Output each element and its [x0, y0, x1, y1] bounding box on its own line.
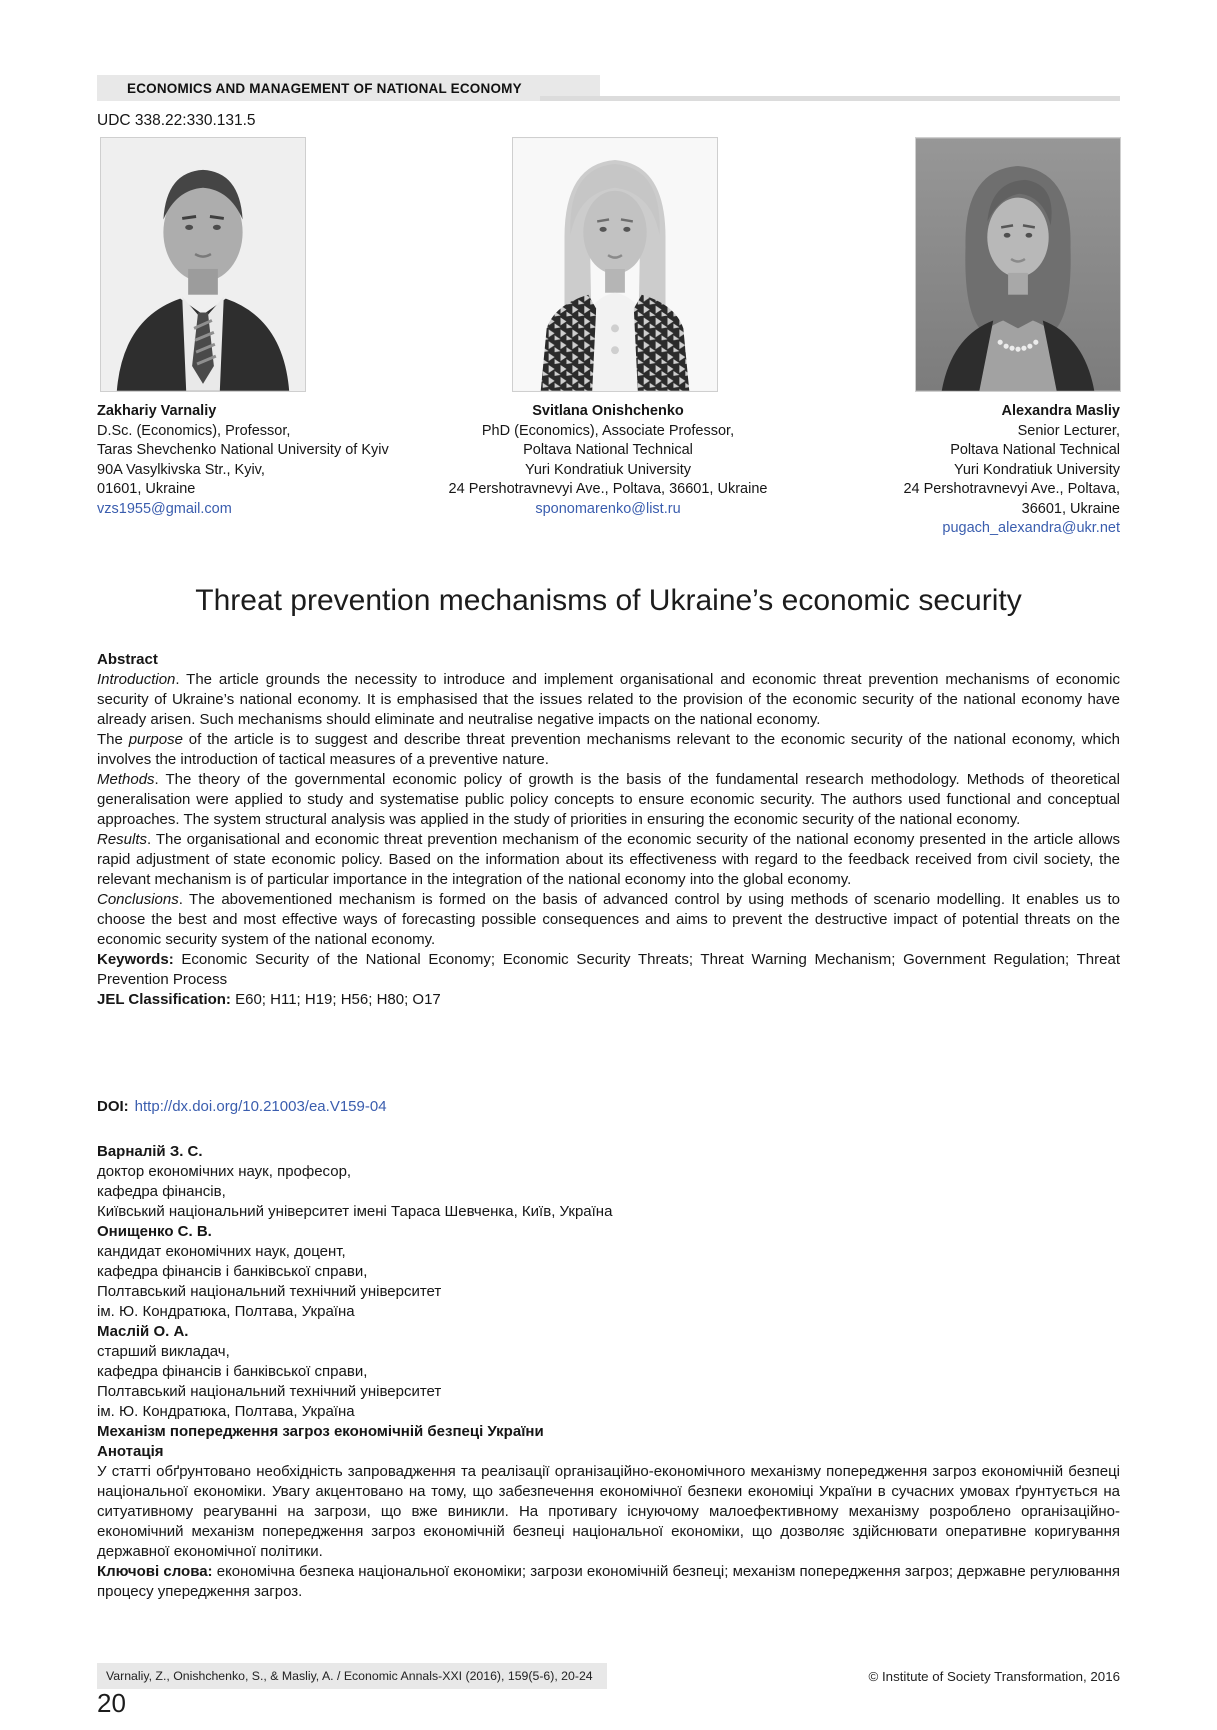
- jel-line: [97, 990, 1120, 1010]
- author-name: Zakhariy Varnaliy: [97, 403, 217, 419]
- paragraph-lead: Methods: [97, 771, 155, 788]
- author-photo-varnaliy: [100, 137, 306, 392]
- jel-text: E60; H11; H19; H56; H80; O17: [230, 991, 441, 1008]
- ua-line: старший викладач,: [97, 1343, 230, 1360]
- page-number: 20: [97, 1688, 126, 1718]
- abstract-heading: Abstract: [97, 651, 158, 668]
- paragraph-lead: purpose: [128, 731, 183, 748]
- paragraph-text: . The article grounds the necessity to introduce and implement organisational and economic threat prevention mechanisms of economic security of Ukraine’s national economy. It is emphasised that the issues related to the provision of the economic security of the national economy have already arisen. Such mechanisms should eliminate and neutralise negative impacts on the national economy.: [97, 671, 1120, 728]
- author-info-line: 36601, Ukraine: [1021, 500, 1120, 517]
- ua-line: кафедра фінансів і банківської справи,: [97, 1363, 368, 1380]
- portrait-woman-bob-icon: [916, 138, 1120, 391]
- author-name: Svitlana Onishchenko: [532, 403, 684, 419]
- ua-keywords-line: [97, 1562, 1120, 1602]
- jel-label: JEL Classification:: [97, 991, 231, 1008]
- abstract-paragraph-conclusions: [97, 890, 1120, 950]
- header-rule: [540, 96, 1120, 101]
- author-email-link[interactable]: sponomarenko@list.ru: [535, 500, 681, 517]
- author-info-line: D.Sc. (Economics), Professor,: [97, 422, 291, 439]
- paragraph-text: . The abovementioned mechanism is formed on the basis of advanced control by using methods of scenario modelling. It enables us to choose the best and most effective ways of forecasting possible consequences and aims to prevent the destructive impact of potential threats on the economic security system of the national economy.: [97, 891, 1120, 948]
- author-info-line: Senior Lecturer,: [1017, 422, 1120, 439]
- doi-line: [97, 1098, 387, 1115]
- portrait-woman-blonde-icon: [513, 138, 717, 391]
- paragraph-lead: Results: [97, 831, 148, 848]
- author-info-line: Yuri Kondratiuk University: [953, 461, 1120, 478]
- author-email-link[interactable]: vzs1955@gmail.com: [97, 500, 232, 517]
- ua-line: ім. Ю. Кондратюка, Полтава, Україна: [97, 1303, 355, 1320]
- ua-line: Полтавський національний технічний університет: [97, 1383, 442, 1400]
- author-info-line: 01601, Ukraine: [97, 481, 196, 497]
- author-info-line: Poltava National Technical: [950, 442, 1120, 458]
- paragraph-text: . The theory of the governmental economic policy of growth is the basis of the fundamental research methodology. Methods of theoretical generalisation were applied to study and systematise public policy concepts to ensure economic security. The authors used functional and conceptual approaches. The system structural analysis was applied in the study of priorities in ensuring the economic security of the national economy.: [97, 771, 1120, 828]
- keywords-text: Economic Security of the National Economy; Economic Security Threats; Threat Warning Mechanism; Government Regulation; Threat Prevention Process: [97, 951, 1120, 988]
- section-header-bar: [97, 75, 600, 101]
- author-info-line: 24 Pershotravnevyi Ave., Poltava, 36601, Ukraine: [448, 481, 768, 497]
- ua-author-name: Онищенко С. В.: [97, 1223, 212, 1240]
- paragraph-text: . The organisational and economic threat prevention mechanism of the economic security of the national economy presented in the article allows rapid adjustment of state economic policy. Based on the information about its effectiveness with regard to the feedback received from civil society, the relevant mechanism is of particular importance in the integration of the national economy into the global economy.: [97, 831, 1120, 888]
- paragraph-pre: The: [97, 731, 129, 748]
- udc-code: UDC 338.22:330.131.5: [97, 112, 256, 129]
- ukrainian-section: [97, 1142, 1120, 1602]
- doi-link[interactable]: http://dx.doi.org/10.21003/ea.V159-04: [134, 1098, 387, 1115]
- ua-line: кафедра фінансів і банківської справи,: [97, 1263, 368, 1280]
- doi-label: DOI:: [97, 1098, 129, 1115]
- ua-line: кандидат економічних наук, доцент,: [97, 1243, 346, 1260]
- author-info-line: Yuri Kondratiuk University: [524, 461, 691, 478]
- abstract-paragraph-introduction: [97, 670, 1120, 730]
- ua-abstract-paragraph: У статті обґрунтовано необхідність запровадження та реалізації організаційно-економічного механізму попередження загроз економічній безпеці національної економіки. Увагу акцентовано на тому, що забезпечення економічної безпеки економіці України в сучасних умовах ґрунтується на ситуативному реагуванні на загрози, що вже виникли. На противагу існуючому малоефективному механізму розроблено організаційно-економічний механізм попередження загроз економічній безпеці національної економіки, що дозволяє здійснювати оперативне коригування державної економічної політики.: [97, 1463, 1120, 1560]
- portrait-man-icon: [101, 138, 305, 391]
- author-name: Alexandra Masliy: [1001, 403, 1120, 419]
- ua-keywords-text: економічна безпека національної економіки; загрози економічній безпеці; механізм попередження загроз; державне регулювання процесу упередження загроз.: [97, 1563, 1121, 1600]
- keywords-line: [97, 950, 1120, 990]
- author-photo-onishchenko: [512, 137, 718, 392]
- ua-line: кафедра фінансів,: [97, 1183, 226, 1200]
- author-info-line: 24 Pershotravnevyi Ave., Poltava,: [903, 481, 1120, 497]
- ua-line: Київський національний університет імені Тараса Шевченка, Київ, Україна: [97, 1203, 613, 1220]
- abstract-section: [97, 650, 1120, 1010]
- abstract-paragraph-methods: [97, 770, 1120, 830]
- ua-line: ім. Ю. Кондратюка, Полтава, Україна: [97, 1403, 355, 1420]
- footer-citation: Varnaliy, Z., Onishchenko, S., & Masliy, A. / Economic Annals-XXI (2016), 159(5-6), 20-24: [97, 1663, 607, 1689]
- ua-line: доктор економічних наук, професор,: [97, 1163, 352, 1180]
- article-title: Threat prevention mechanisms of Ukraine’s economic security: [195, 584, 1022, 617]
- paragraph-text: of the article is to suggest and describe threat prevention mechanisms relevant to the economic security of the national economy, which involves the introduction of tactical measures of a preventive nature.: [97, 731, 1121, 768]
- abstract-paragraph-purpose: [97, 730, 1120, 770]
- author-photo-masliy: [915, 137, 1121, 392]
- author-block-masliy: [758, 402, 1120, 539]
- section-header-label: ECONOMICS AND MANAGEMENT OF NATIONAL ECONOMY: [127, 80, 522, 96]
- author-email-link[interactable]: pugach_alexandra@ukr.net: [942, 520, 1120, 536]
- ua-article-title: Механізм попередження загроз економічній безпеці України: [97, 1423, 544, 1440]
- footer-copyright: © Institute of Society Transformation, 2016: [868, 1669, 1120, 1684]
- paragraph-lead: Conclusions: [97, 891, 179, 908]
- ua-abstract-heading: Анотація: [97, 1443, 164, 1460]
- keywords-label: Keywords:: [97, 951, 174, 968]
- ua-keywords-label: Ключові слова:: [97, 1563, 213, 1580]
- abstract-paragraph-results: [97, 830, 1120, 890]
- paragraph-lead: Introduction: [97, 671, 176, 688]
- author-info-line: PhD (Economics), Associate Professor,: [481, 422, 735, 439]
- ua-author-name: Варналій З. С.: [97, 1143, 203, 1160]
- ua-line: Полтавський національний технічний університет: [97, 1283, 442, 1300]
- author-info-line: 90A Vasylkivska Str., Kyiv,: [97, 461, 265, 478]
- ua-author-name: Маслій О. А.: [97, 1323, 189, 1340]
- author-info-line: Poltava National Technical: [523, 442, 693, 458]
- author-info-line: Taras Shevchenko National University of Kyiv: [97, 442, 389, 458]
